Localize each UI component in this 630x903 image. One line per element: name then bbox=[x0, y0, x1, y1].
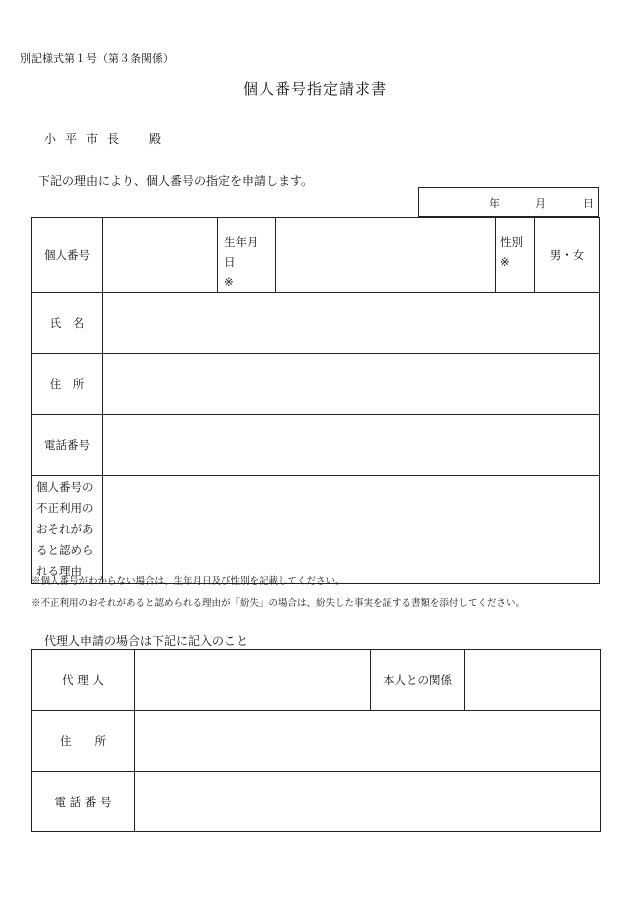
misuse-reason-line: 個人番号の bbox=[36, 480, 94, 494]
applicant-table bbox=[31, 217, 600, 584]
address-label: 住 所 bbox=[32, 354, 103, 415]
date-year-label: 年 bbox=[489, 197, 500, 210]
intro-text: 下記の理由により、個人番号の指定を申請します。 bbox=[38, 174, 314, 188]
proxy-table bbox=[31, 649, 601, 832]
agent-label: 代 理 人 bbox=[32, 650, 135, 711]
misuse-reason-line: れる理由 bbox=[36, 564, 82, 578]
form-reference: 別記様式第１号（第３条関係） bbox=[20, 52, 174, 65]
addressee: 小平市長 殿 bbox=[44, 132, 171, 146]
misuse-reason-line: 不正利用の bbox=[36, 501, 94, 515]
name-field[interactable] bbox=[103, 293, 600, 354]
address-field[interactable] bbox=[103, 354, 600, 415]
date-day-label: 日 bbox=[583, 197, 594, 210]
individual-number-label: 個人番号 bbox=[32, 218, 103, 293]
misuse-reason-label bbox=[32, 476, 103, 584]
sex-label: 性別 bbox=[500, 235, 523, 249]
birthdate-label-cell bbox=[218, 218, 276, 293]
phone-label: 電話番号 bbox=[32, 415, 103, 476]
sex-note-mark: ※ bbox=[500, 255, 510, 269]
birthdate-note-mark: ※ bbox=[224, 275, 234, 289]
sex-label-cell bbox=[496, 218, 535, 293]
relation-field[interactable] bbox=[465, 650, 601, 711]
date-box[interactable] bbox=[418, 187, 599, 217]
phone-field[interactable] bbox=[103, 415, 600, 476]
individual-number-field[interactable] bbox=[103, 218, 218, 293]
misuse-reason-line: おそれがあ bbox=[36, 522, 94, 536]
sex-field[interactable]: 男・女 bbox=[535, 218, 600, 293]
birthdate-field[interactable] bbox=[276, 218, 496, 293]
birthdate-label: 生年月日 bbox=[224, 235, 259, 269]
agent-field[interactable] bbox=[135, 650, 371, 711]
name-label: 氏 名 bbox=[32, 293, 103, 354]
date-month-label: 月 bbox=[535, 197, 546, 210]
proxy-phone-label: 電 話 番 号 bbox=[32, 772, 135, 832]
relation-label: 本人との関係 bbox=[371, 650, 465, 711]
page-title: 個人番号指定請求書 bbox=[242, 80, 387, 98]
proxy-address-field[interactable] bbox=[135, 711, 601, 772]
misuse-reason-line: ると認めら bbox=[36, 543, 94, 557]
misuse-reason-field[interactable] bbox=[103, 476, 600, 584]
proxy-heading: 代理人申請の場合は下記に記入のこと bbox=[44, 634, 249, 648]
proxy-phone-field[interactable] bbox=[135, 772, 601, 832]
note-loss-document: ※不正利用のおそれがあると認められる理由が「紛失」の場合は、紛失した事実を証する書類を添付してください。 bbox=[31, 598, 526, 609]
proxy-address-label: 住 所 bbox=[32, 711, 135, 772]
note-birthdate-sex: ※個人番号がわからない場合は、生年月日及び性別を記載してください。 bbox=[31, 576, 345, 587]
